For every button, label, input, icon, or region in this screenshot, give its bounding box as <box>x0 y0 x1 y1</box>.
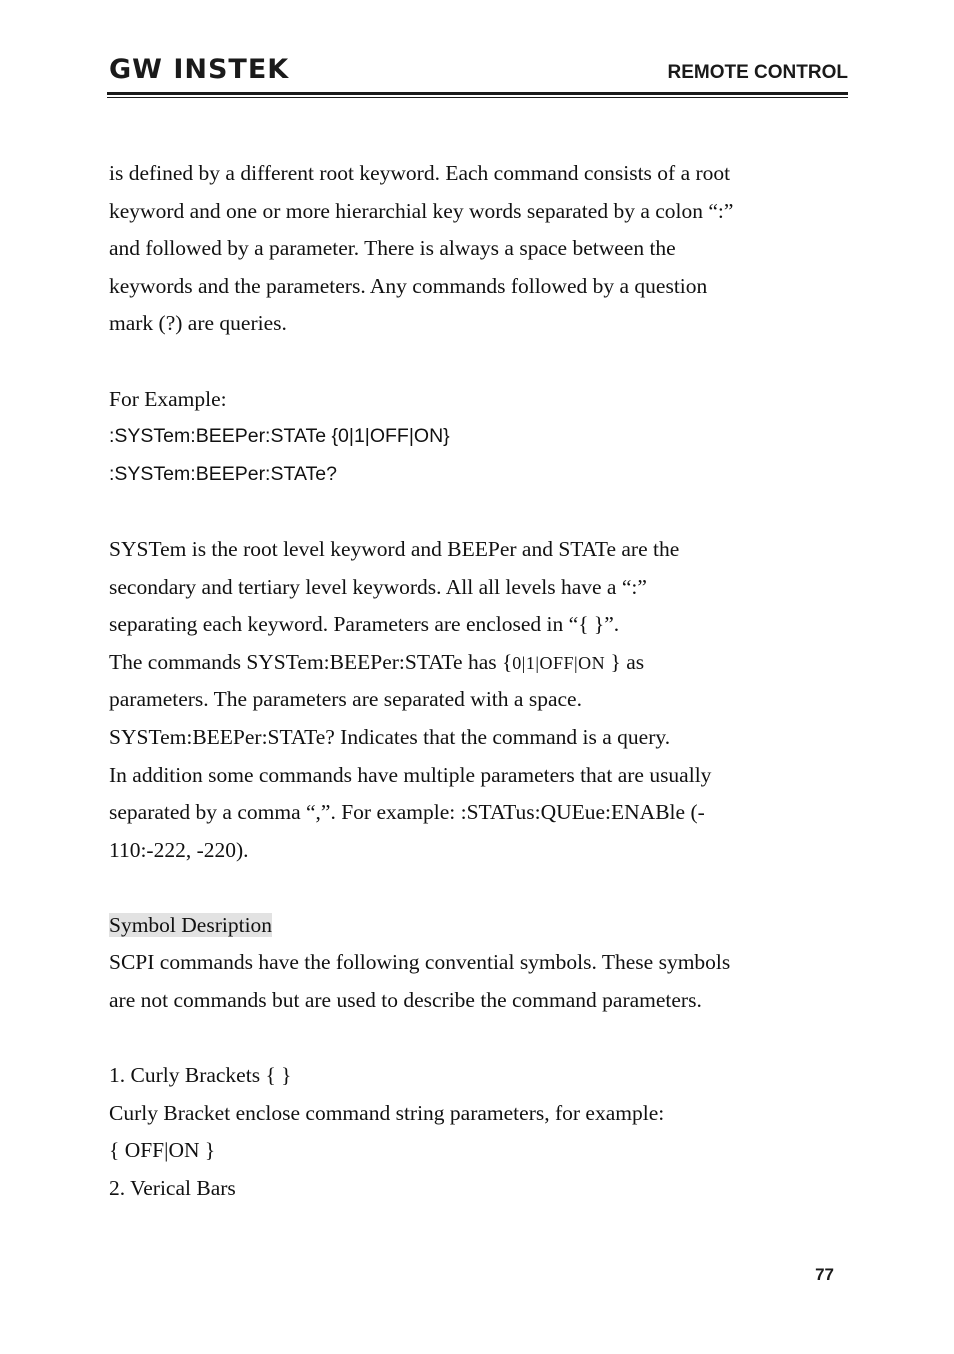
list-item: 1. Curly Brackets { } <box>109 1063 292 1088</box>
header-rule-thick <box>107 92 848 95</box>
body-line: are not commands but are used to describe the command parameters. <box>109 988 702 1013</box>
page-body <box>109 155 839 1208</box>
body-line: SYSTem:BEEPer:STATe? Indicates that the command is a query. <box>109 724 671 749</box>
page-number: 77 <box>815 1265 834 1284</box>
body-line: is defined by a different root keyword. Each command consists of a root <box>109 161 731 185</box>
body-line: In addition some commands have multiple parameters that are usually <box>109 762 712 787</box>
spacer <box>109 493 839 531</box>
body-line: SYSTem is the root level keyword and BEEPer and STATe are the <box>109 536 680 561</box>
symbol-description-heading <box>109 907 839 945</box>
body-line: parameters. The parameters are separated with a space. <box>109 687 582 712</box>
body-line: separated by a comma “,”. For example: :STATus:QUEue:ENABle (- <box>109 800 705 825</box>
body-line: separating each keyword. Parameters are enclosed in “{ }”. <box>109 612 620 637</box>
list-item: 2. Verical Bars <box>109 1176 236 1201</box>
list-item: { OFF|ON } <box>109 1138 216 1163</box>
section-title: REMOTE CONTROL <box>667 62 848 83</box>
gw-instek-logo: GW INSTEK <box>109 54 290 85</box>
heading-highlight: Symbol Desription <box>109 912 273 937</box>
params-prefix: The commands SYSTem:BEEPer:STATe has { <box>109 649 513 674</box>
body-line: and followed by a parameter. There is always a space between the <box>109 236 676 261</box>
body-line: SCPI commands have the following convential symbols. These symbols <box>109 950 731 975</box>
params-values: 0|1|OFF|ON <box>512 652 606 673</box>
params-suffix: } as <box>605 649 645 674</box>
spacer <box>109 869 839 907</box>
body-line: keywords and the parameters. Any commands followed by a question <box>109 273 708 298</box>
body-line: 110:-222, -220). <box>109 837 249 862</box>
list-item: Curly Bracket enclose command string parameters, for example: <box>109 1100 665 1125</box>
example-code-line: :SYSTem:BEEPer:STATe? <box>109 462 337 485</box>
spacer <box>109 1020 839 1058</box>
body-line: secondary and tertiary level keywords. All all levels have a “:” <box>109 574 647 599</box>
example-code-line: :SYSTem:BEEPer:STATe {0|1|OFF|ON} <box>109 425 450 448</box>
example-label: For Example: <box>109 386 227 411</box>
body-line: keyword and one or more hierarchial key words separated by a colon “:” <box>109 198 734 223</box>
body-line-params <box>109 644 839 682</box>
body-line: mark (?) are queries. <box>109 311 287 336</box>
spacer <box>109 343 839 381</box>
page-header <box>107 56 848 100</box>
header-rule-thin <box>107 97 848 98</box>
